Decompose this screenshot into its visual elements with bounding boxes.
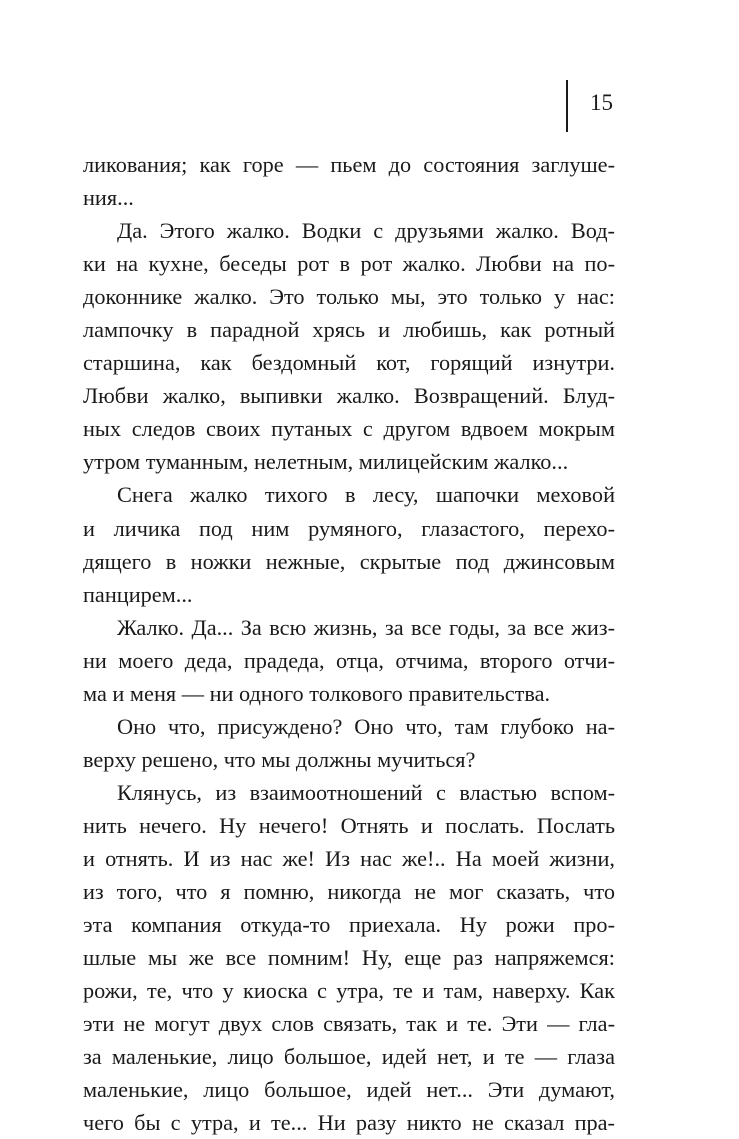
text-line: ма и меня — ни одного толкового правительства. (83, 680, 551, 706)
text-line: эти не могут двух слов связать, так и те. Эти — гла- (83, 1011, 615, 1037)
text-line: ных следов своих путаных с другом вдвоем мокрым (83, 416, 615, 442)
text-line: чего бы с утра, и те... Ни разу никто не сказал пра- (83, 1110, 615, 1136)
page-number: 15 (590, 90, 613, 115)
text-line: маленькие, лицо большое, идей нет... Эти думают, (83, 1077, 615, 1103)
text-line: за маленькие, лицо большое, идей нет, и те — глаза (83, 1044, 615, 1070)
text-line: ки на кухне, беседы рот в рот жалко. Любви на по- (83, 251, 615, 277)
text-line: Жалко. Да... За всю жизнь, за все годы, за все жиз- (117, 614, 615, 640)
text-line: Любви жалко, выпивки жалко. Возвращений. Блуд- (83, 383, 615, 409)
text-line: из того, что я помню, никогда не мог сказать, что (83, 879, 615, 905)
text-line: Оно что, присуждено? Оно что, там глубоко на- (117, 713, 615, 739)
text-line: дящего в ножки нежные, скрытые под джинсовым (83, 548, 615, 574)
body-text (83, 148, 615, 1139)
text-line: доконнике жалко. Это только мы, это только у нас: (83, 284, 615, 310)
text-line: ния... (83, 185, 134, 211)
text-line: ни моего деда, прадеда, отца, отчима, второго отчи- (83, 647, 615, 673)
text-line: и личика под ним румяного, глазастого, перехо- (83, 515, 615, 541)
text-line: и отнять. И из нас же! Из нас же!.. На моей жизни, (83, 845, 615, 871)
text-line: Да. Этого жалко. Водки с друзьями жалко. Вод- (117, 218, 615, 244)
text-line: утром туманным, нелетным, милицейским жалко... (83, 449, 569, 475)
text-line: эта компания откуда-то приехала. Ну рожи про- (83, 912, 615, 938)
text-line: старшина, как бездомный кот, горящий изнутри. (83, 350, 615, 376)
text-line: лампочку в парадной хрясь и любишь, как ротный (83, 317, 615, 343)
text-line: нить нечего. Ну нечего! Отнять и послать. Послать (83, 812, 615, 838)
text-line: верху решено, что мы должны мучиться? (83, 746, 476, 772)
text-line: рожи, те, что у киоска с утра, те и там, наверху. Как (83, 978, 615, 1004)
text-line: Снега жалко тихого в лесу, шапочки меховой (117, 482, 615, 508)
text-line: Клянусь, из взаимоотношений с властью вспом- (117, 779, 615, 805)
header-rule (566, 80, 568, 132)
text-line: панцирем... (83, 581, 193, 607)
text-line: шлые мы же все помним! Ну, еще раз напряжемся: (83, 945, 615, 971)
text-line: ликования; как горе — пьем до состояния заглуше- (83, 152, 615, 177)
